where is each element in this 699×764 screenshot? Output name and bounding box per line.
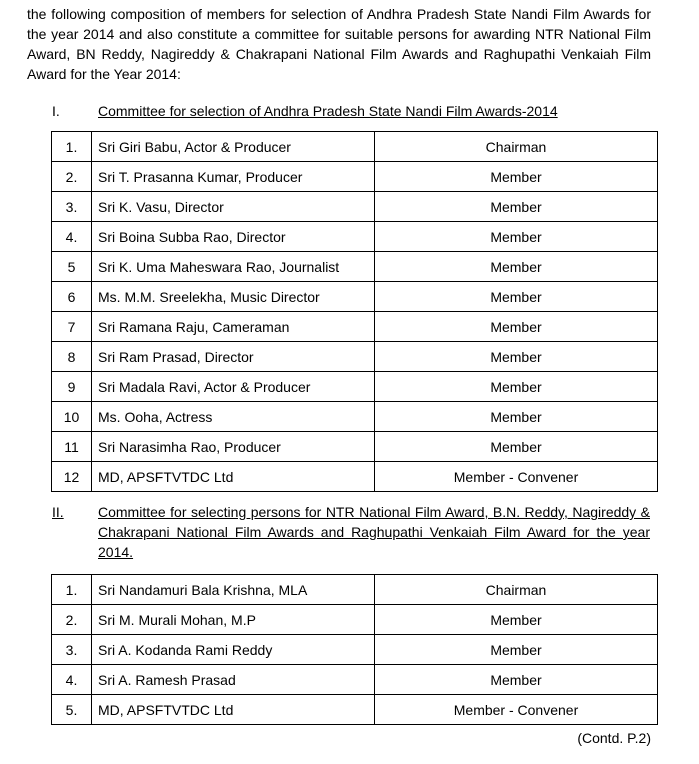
member-name: Sri A. Ramesh Prasad: [92, 665, 375, 695]
row-number: 1.: [52, 132, 92, 162]
table-row: [52, 162, 658, 192]
member-name: Sri Nandamuri Bala Krishna, MLA: [92, 575, 375, 605]
table-row: [52, 192, 658, 222]
row-number: 2.: [52, 162, 92, 192]
member-role: Member: [375, 312, 658, 342]
row-number: 4.: [52, 222, 92, 252]
table-row: [52, 132, 658, 162]
member-name: Ms. Ooha, Actress: [92, 402, 375, 432]
member-role: Member: [375, 665, 658, 695]
member-role: Member: [375, 282, 658, 312]
table-row: [52, 635, 658, 665]
member-role: Member: [375, 192, 658, 222]
member-name: MD, APSFTVTDC Ltd: [92, 695, 375, 725]
member-name: Ms. M.M. Sreelekha, Music Director: [92, 282, 375, 312]
member-role: Member: [375, 605, 658, 635]
continued-note: (Contd. P.2): [577, 730, 651, 746]
committee-1-table: [51, 131, 658, 492]
member-name: Sri K. Vasu, Director: [92, 192, 375, 222]
member-name: Sri K. Uma Maheswara Rao, Journalist: [92, 252, 375, 282]
section-2-title: Committee for selecting persons for NTR National Film Award, B.N. Reddy, Nagireddy & Chakrapani National Film Awards and Raghupathi Venkaiah Film Award for the year 2014.: [98, 504, 650, 560]
row-number: 11: [52, 432, 92, 462]
row-number: 7: [52, 312, 92, 342]
row-number: 3.: [52, 192, 92, 222]
table-row: [52, 342, 658, 372]
member-role: Chairman: [375, 575, 658, 605]
table-row: [52, 462, 658, 492]
row-number: 3.: [52, 635, 92, 665]
table-row: [52, 605, 658, 635]
table-row: [52, 402, 658, 432]
committee-1-rows: [52, 132, 658, 492]
member-name: Sri M. Murali Mohan, M.P: [92, 605, 375, 635]
member-role: Member: [375, 162, 658, 192]
member-name: MD, APSFTVTDC Ltd: [92, 462, 375, 492]
member-name: Sri Ram Prasad, Director: [92, 342, 375, 372]
member-name: Sri Narasimha Rao, Producer: [92, 432, 375, 462]
row-number: 1.: [52, 575, 92, 605]
table-row: [52, 282, 658, 312]
member-role: Member: [375, 635, 658, 665]
member-name: Sri A. Kodanda Rami Reddy: [92, 635, 375, 665]
committee-2-table: [51, 574, 658, 725]
row-number: 8: [52, 342, 92, 372]
member-name: Sri Boina Subba Rao, Director: [92, 222, 375, 252]
row-number: 9: [52, 372, 92, 402]
table-row: [52, 665, 658, 695]
member-name: Sri T. Prasanna Kumar, Producer: [92, 162, 375, 192]
table-row: [52, 575, 658, 605]
row-number: 5: [52, 252, 92, 282]
row-number: 6: [52, 282, 92, 312]
row-number: 2.: [52, 605, 92, 635]
section-2-number: II.: [52, 504, 64, 520]
member-role: Member: [375, 432, 658, 462]
committee-2-rows: [52, 575, 658, 725]
member-role: Member: [375, 402, 658, 432]
table-row: [52, 695, 658, 725]
row-number: 5.: [52, 695, 92, 725]
table-row: [52, 372, 658, 402]
section-1-title: Committee for selection of Andhra Pradesh State Nandi Film Awards-2014: [98, 103, 558, 119]
member-role: Member: [375, 372, 658, 402]
member-role: Member: [375, 252, 658, 282]
intro-paragraph: the following composition of members for selection of Andhra Pradesh State Nandi Film Awards for the year 2014 and also constitute a committee for suitable persons for awarding NTR National Film Award, BN Reddy, Nagireddy & Chakrapani National Film Awards and Raghupathi Venkaiah Film Award for the Year 2014:: [27, 6, 651, 82]
member-role: Chairman: [375, 132, 658, 162]
table-row: [52, 252, 658, 282]
member-role: Member - Convener: [375, 695, 658, 725]
row-number: 12: [52, 462, 92, 492]
table-row: [52, 432, 658, 462]
member-name: Sri Madala Ravi, Actor & Producer: [92, 372, 375, 402]
member-role: Member: [375, 222, 658, 252]
section-1-number: I.: [52, 103, 60, 119]
member-role: Member - Convener: [375, 462, 658, 492]
member-name: Sri Giri Babu, Actor & Producer: [92, 132, 375, 162]
member-role: Member: [375, 342, 658, 372]
row-number: 10: [52, 402, 92, 432]
member-name: Sri Ramana Raju, Cameraman: [92, 312, 375, 342]
table-row: [52, 312, 658, 342]
row-number: 4.: [52, 665, 92, 695]
table-row: [52, 222, 658, 252]
